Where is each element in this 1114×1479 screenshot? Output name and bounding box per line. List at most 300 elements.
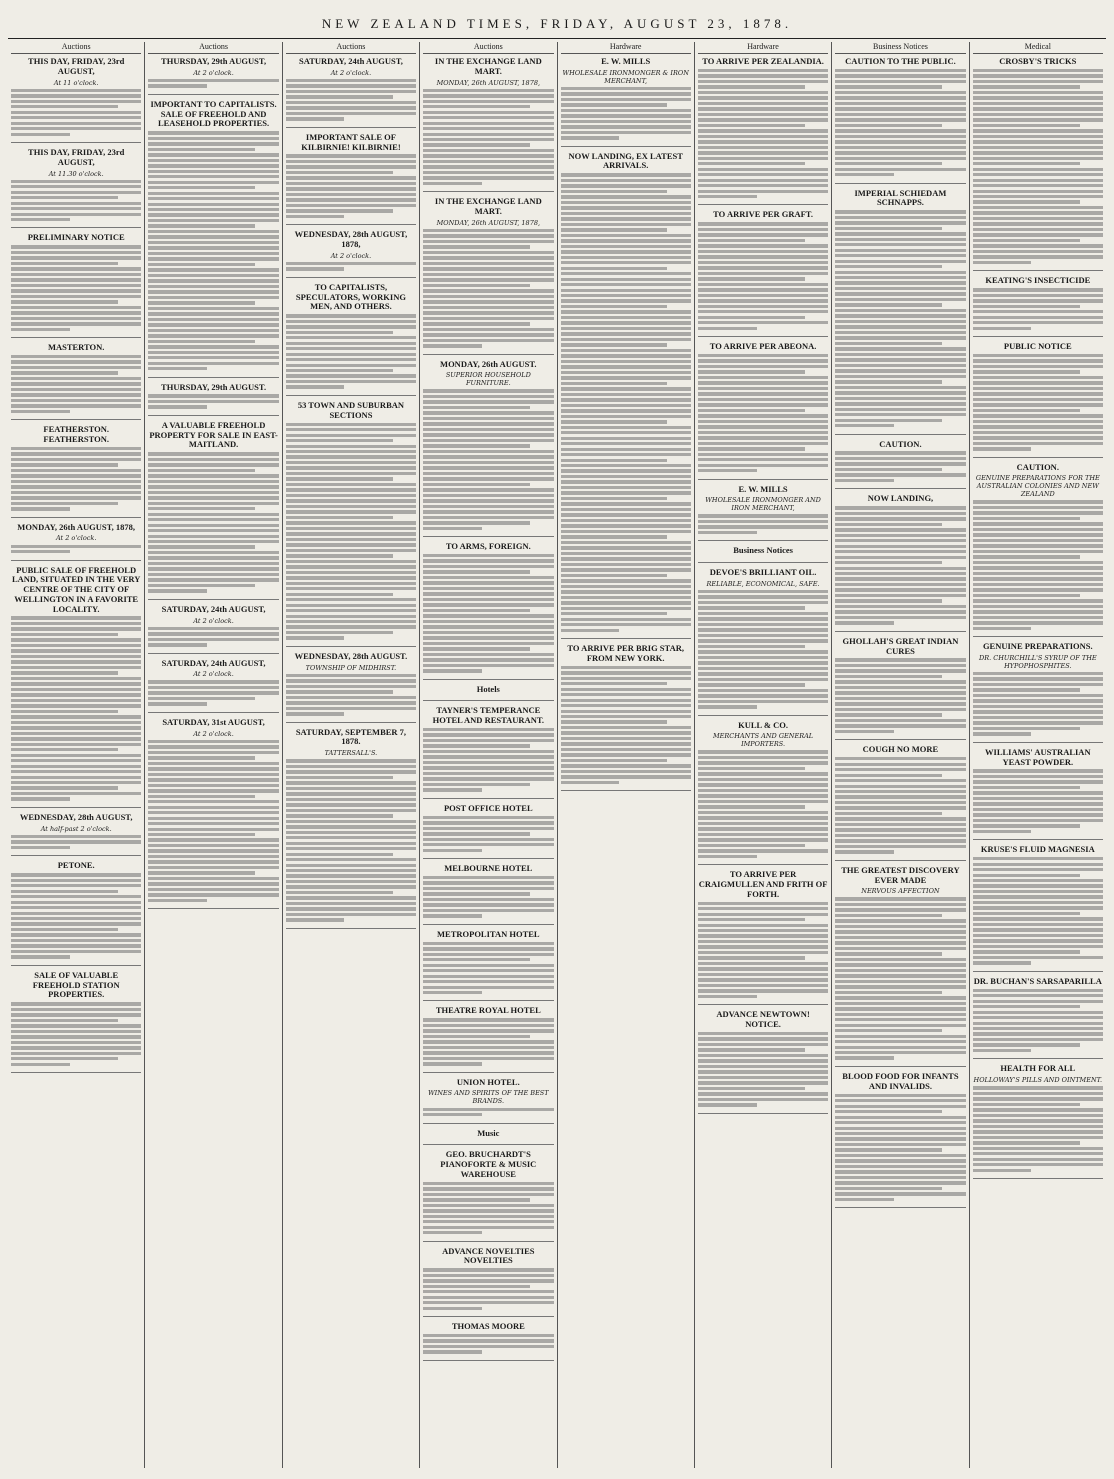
ad-title: WILLIAMS' AUSTRALIAN YEAST POWDER. bbox=[985, 746, 1091, 767]
column-4 bbox=[419, 42, 556, 1468]
body-text-line bbox=[561, 519, 691, 522]
body-text-line bbox=[561, 748, 691, 751]
body-text-line bbox=[835, 157, 965, 160]
body-text-line bbox=[561, 448, 691, 451]
body-text-line bbox=[835, 1187, 942, 1190]
body-text-line bbox=[835, 216, 965, 219]
body-text-line bbox=[286, 353, 416, 356]
body-text-line bbox=[698, 929, 828, 932]
body-text-line bbox=[698, 469, 757, 472]
body-text-line bbox=[11, 245, 141, 248]
body-text-line bbox=[286, 809, 416, 812]
body-text-line bbox=[698, 1070, 828, 1073]
body-text-line bbox=[561, 415, 691, 418]
ad-title: THURSDAY, 29th AUGUST, bbox=[161, 56, 267, 66]
body-text-line bbox=[973, 1125, 1103, 1128]
body-text-line bbox=[973, 255, 1103, 258]
body-text-line bbox=[11, 879, 141, 882]
body-text-line bbox=[423, 914, 482, 917]
body-text-line bbox=[11, 295, 141, 298]
advertisement bbox=[973, 342, 1103, 458]
body-text-line bbox=[423, 761, 553, 764]
body-text-line bbox=[973, 830, 1032, 833]
column-heading: Auctions bbox=[11, 42, 141, 54]
body-text-line bbox=[286, 342, 416, 345]
body-text-line bbox=[561, 426, 691, 429]
body-text-line bbox=[11, 693, 141, 696]
body-text-line bbox=[423, 1182, 553, 1185]
body-text-line bbox=[973, 1049, 1032, 1052]
body-text-line bbox=[11, 360, 141, 363]
body-text-line bbox=[286, 885, 416, 888]
body-text-line bbox=[148, 246, 278, 249]
body-text-line bbox=[973, 528, 1103, 531]
body-text-line bbox=[11, 616, 141, 619]
body-text-line bbox=[835, 616, 965, 619]
body-text-line bbox=[835, 118, 965, 121]
body-text-line bbox=[835, 991, 942, 994]
body-text-line bbox=[973, 928, 1103, 931]
body-text-line bbox=[423, 587, 553, 590]
body-text-line bbox=[423, 328, 553, 331]
advertisement bbox=[423, 57, 553, 192]
body-text-line bbox=[11, 792, 141, 795]
body-text-line bbox=[11, 1057, 118, 1060]
advertisement bbox=[11, 148, 141, 229]
body-text-line bbox=[561, 283, 691, 286]
body-text-line bbox=[835, 556, 965, 559]
ad-title: UNION HOTEL. bbox=[456, 1076, 520, 1087]
body-text-line bbox=[698, 327, 757, 330]
body-text-line bbox=[148, 213, 278, 216]
body-text-line bbox=[561, 420, 668, 423]
body-text-line bbox=[973, 310, 1103, 313]
body-text-line bbox=[835, 834, 965, 837]
body-text-line bbox=[148, 866, 278, 869]
body-text-line bbox=[148, 230, 278, 233]
body-text-line bbox=[973, 1119, 1103, 1122]
body-text-line bbox=[973, 211, 1103, 214]
body-text-line bbox=[973, 387, 1103, 390]
body-text-line bbox=[11, 890, 118, 893]
body-text-line bbox=[423, 750, 553, 753]
body-text-line bbox=[835, 908, 965, 911]
body-text-line bbox=[698, 442, 828, 445]
body-text-line bbox=[11, 393, 141, 396]
body-text-line bbox=[423, 1198, 530, 1201]
body-text-line bbox=[973, 813, 1103, 816]
body-text-line bbox=[973, 354, 1103, 357]
body-text-line bbox=[973, 381, 1103, 384]
body-text-line bbox=[973, 151, 1103, 154]
body-text-line bbox=[286, 864, 416, 867]
body-text-line bbox=[973, 961, 1032, 964]
body-text-line bbox=[973, 939, 1103, 942]
body-text-line bbox=[148, 340, 255, 343]
body-text-line bbox=[148, 394, 278, 397]
body-text-line bbox=[561, 585, 691, 588]
body-text-line bbox=[148, 290, 278, 293]
body-text-line bbox=[148, 882, 278, 885]
body-text-line bbox=[423, 240, 553, 243]
body-text-line bbox=[973, 683, 1103, 686]
ad-subtitle: DR. CHURCHILL'S SYRUP OF THE HYPOPHOSPHITES. bbox=[979, 653, 1097, 670]
body-text-line bbox=[11, 278, 141, 281]
body-text-line bbox=[698, 531, 757, 534]
body-text-line bbox=[11, 311, 141, 314]
body-text-line bbox=[423, 1231, 482, 1234]
body-text-line bbox=[148, 844, 278, 847]
body-text-line bbox=[11, 748, 118, 751]
body-text-line bbox=[561, 699, 691, 702]
body-text-line bbox=[698, 945, 828, 948]
body-text-line bbox=[698, 805, 805, 808]
body-text-line bbox=[835, 947, 965, 950]
body-text-line bbox=[835, 168, 965, 171]
body-text-line bbox=[698, 414, 828, 417]
body-text-line bbox=[423, 527, 482, 530]
body-text-line bbox=[835, 271, 965, 274]
body-text-line bbox=[835, 985, 965, 988]
body-text-line bbox=[148, 784, 278, 787]
advertisement bbox=[286, 230, 416, 278]
body-text-line bbox=[11, 895, 141, 898]
body-text-line bbox=[148, 400, 278, 403]
body-text-line bbox=[148, 702, 207, 705]
ad-subtitle: WINES AND SPIRITS OF THE BEST BRANDS. bbox=[428, 1089, 549, 1106]
body-text-line bbox=[286, 423, 416, 426]
body-text-line bbox=[286, 516, 393, 519]
body-text-line bbox=[423, 1209, 553, 1212]
body-text-line bbox=[561, 475, 691, 478]
body-text-line bbox=[973, 113, 1103, 116]
body-text-line bbox=[973, 539, 1103, 542]
body-text-line bbox=[698, 1048, 805, 1051]
body-text-line bbox=[561, 256, 691, 259]
body-text-line bbox=[698, 91, 828, 94]
body-text-line bbox=[423, 461, 553, 464]
body-text-line bbox=[973, 797, 1103, 800]
body-text-line bbox=[148, 691, 278, 694]
body-text-line bbox=[973, 316, 1103, 319]
ad-subtitle: TATTERSALL'S. bbox=[324, 749, 378, 758]
body-text-line bbox=[11, 666, 141, 669]
body-text-line bbox=[11, 765, 141, 768]
body-text-line bbox=[423, 300, 553, 303]
body-text-line bbox=[835, 839, 965, 842]
body-text-line bbox=[11, 185, 141, 188]
ad-title: KEATING'S INSECTICIDE bbox=[985, 275, 1091, 286]
body-text-line bbox=[835, 719, 965, 722]
body-text-line bbox=[973, 994, 1103, 997]
body-text-line bbox=[286, 499, 416, 502]
body-text-line bbox=[148, 680, 278, 683]
body-text-line bbox=[286, 847, 416, 850]
ad-subtitle: MERCHANTS AND GENERAL IMPORTERS. bbox=[713, 732, 814, 749]
body-text-line bbox=[698, 447, 805, 450]
body-text-line bbox=[835, 610, 965, 613]
body-text-line bbox=[698, 370, 805, 373]
body-text-line bbox=[973, 550, 1103, 553]
body-text-line bbox=[423, 400, 553, 403]
body-text-line bbox=[973, 250, 1103, 253]
advertisement bbox=[11, 566, 141, 808]
ad-title: CAUTION. bbox=[1016, 461, 1059, 472]
body-text-line bbox=[11, 371, 118, 374]
body-text-line bbox=[423, 598, 553, 601]
body-text-line bbox=[698, 74, 828, 77]
body-text-line bbox=[561, 98, 691, 101]
body-text-line bbox=[698, 354, 828, 357]
advertisement bbox=[423, 706, 553, 798]
body-text-line bbox=[835, 1046, 965, 1049]
body-text-line bbox=[835, 210, 965, 213]
body-text-line bbox=[423, 439, 553, 442]
body-text-line bbox=[973, 365, 1103, 368]
advertisement bbox=[423, 197, 553, 354]
body-text-line bbox=[286, 369, 393, 372]
body-text-line bbox=[973, 431, 1103, 434]
body-text-line bbox=[698, 250, 828, 253]
body-text-line bbox=[423, 1268, 553, 1271]
body-text-line bbox=[423, 733, 553, 736]
body-text-line bbox=[973, 1032, 1103, 1035]
body-text-line bbox=[286, 450, 416, 453]
body-text-line bbox=[561, 92, 691, 95]
body-text-line bbox=[423, 278, 553, 281]
advertisement bbox=[973, 977, 1103, 1060]
column-8 bbox=[969, 42, 1106, 1468]
body-text-line bbox=[148, 203, 278, 206]
body-text-line bbox=[11, 388, 141, 391]
body-text-line bbox=[835, 353, 965, 356]
body-text-line bbox=[11, 699, 141, 702]
body-text-line bbox=[11, 884, 141, 887]
ad-title: WEDNESDAY, 28th AUGUST. bbox=[294, 650, 408, 661]
body-text-line bbox=[973, 699, 1103, 702]
column-heading: Medical bbox=[973, 42, 1103, 54]
body-text-line bbox=[835, 287, 965, 290]
ad-subtitle: TOWNSHIP OF MIDHIRST. bbox=[305, 663, 397, 672]
body-text-line bbox=[11, 317, 141, 320]
advertisement bbox=[698, 485, 828, 542]
body-text-line bbox=[11, 1030, 141, 1033]
body-text-line bbox=[11, 410, 70, 413]
body-text-line bbox=[286, 582, 416, 585]
body-text-line bbox=[973, 594, 1080, 597]
body-text-line bbox=[973, 566, 1103, 569]
body-text-line bbox=[835, 919, 965, 922]
body-text-line bbox=[11, 485, 141, 488]
body-text-line bbox=[835, 545, 965, 548]
body-text-line bbox=[698, 1054, 828, 1057]
body-text-line bbox=[423, 1204, 553, 1207]
body-text-line bbox=[973, 206, 1103, 209]
body-text-line bbox=[561, 491, 691, 494]
body-text-line bbox=[973, 392, 1103, 395]
ad-title: GEO. BRUCHARDT'S PIANOFORTE & MUSIC WAREHOUSE bbox=[440, 1149, 537, 1179]
body-text-line bbox=[423, 262, 553, 265]
body-text-line bbox=[835, 801, 965, 804]
body-text-line bbox=[286, 712, 345, 715]
body-text-line bbox=[973, 414, 1103, 417]
body-text-line bbox=[561, 294, 691, 297]
body-text-line bbox=[835, 1143, 965, 1146]
ad-title: BLOOD FOOD FOR INFANTS AND INVALIDS. bbox=[842, 1070, 959, 1091]
body-text-line bbox=[698, 907, 828, 910]
body-text-line bbox=[148, 838, 278, 841]
body-text-line bbox=[423, 505, 553, 508]
body-text-line bbox=[698, 140, 828, 143]
ad-title: COUGH NO MORE bbox=[862, 744, 939, 755]
body-text-line bbox=[973, 605, 1103, 608]
body-text-line bbox=[286, 527, 416, 530]
advertisement bbox=[423, 685, 553, 702]
body-text-line bbox=[835, 1159, 965, 1162]
body-text-line bbox=[286, 902, 416, 905]
body-text-line bbox=[423, 964, 553, 967]
ad-title: PUBLIC NOTICE bbox=[1003, 341, 1072, 352]
body-text-line bbox=[835, 605, 965, 608]
body-text-line bbox=[286, 625, 416, 628]
body-text-line bbox=[835, 599, 942, 602]
advertisement bbox=[835, 637, 965, 740]
body-text-line bbox=[973, 710, 1103, 713]
body-text-line bbox=[286, 554, 393, 557]
body-text-line bbox=[11, 133, 70, 136]
ad-subtitle: NERVOUS AFFECTION bbox=[861, 887, 940, 896]
body-text-line bbox=[561, 239, 691, 242]
body-text-line bbox=[148, 740, 278, 743]
body-text-line bbox=[561, 688, 691, 691]
body-text-line bbox=[698, 184, 828, 187]
body-text-line bbox=[698, 277, 805, 280]
body-text-line bbox=[11, 251, 141, 254]
body-text-line bbox=[423, 521, 530, 524]
body-text-line bbox=[835, 588, 965, 591]
body-text-line bbox=[148, 301, 255, 304]
body-text-line bbox=[835, 1002, 965, 1005]
body-text-line bbox=[423, 953, 553, 956]
body-text-line bbox=[973, 146, 1103, 149]
body-text-line bbox=[698, 989, 828, 992]
body-text-line bbox=[561, 742, 691, 745]
advertisement bbox=[835, 440, 965, 490]
body-text-line bbox=[835, 1110, 942, 1113]
advertisement bbox=[148, 100, 278, 378]
ad-subtitle: At 11 o'clock. bbox=[53, 78, 99, 87]
body-text-line bbox=[973, 80, 1103, 83]
body-text-line bbox=[835, 102, 965, 105]
body-text-line bbox=[11, 491, 141, 494]
body-text-line bbox=[286, 831, 416, 834]
body-text-line bbox=[973, 1038, 1103, 1041]
ad-title: IN THE EXCHANGE LAND MART. bbox=[434, 196, 542, 217]
body-text-line bbox=[11, 180, 141, 183]
body-text-line bbox=[561, 682, 668, 685]
body-text-line bbox=[973, 1158, 1103, 1161]
body-text-line bbox=[423, 1035, 530, 1038]
body-text-line bbox=[835, 129, 965, 132]
body-text-line bbox=[11, 1035, 141, 1038]
body-text-line bbox=[11, 622, 141, 625]
body-text-line bbox=[835, 391, 965, 394]
body-text-line bbox=[561, 299, 691, 302]
ad-title: THEATRE ROYAL HOTEL bbox=[435, 1005, 541, 1016]
body-text-line bbox=[973, 69, 1103, 72]
body-text-line bbox=[835, 561, 942, 564]
body-text-line bbox=[835, 806, 965, 809]
body-text-line bbox=[973, 228, 1103, 231]
body-text-line bbox=[148, 745, 278, 748]
body-text-line bbox=[698, 365, 828, 368]
ad-title: KRUSE'S FLUID MAGNESIA bbox=[980, 844, 1095, 855]
body-text-line bbox=[11, 474, 141, 477]
body-text-line bbox=[835, 309, 965, 312]
body-text-line bbox=[148, 268, 278, 271]
body-text-line bbox=[148, 491, 278, 494]
advertisement bbox=[11, 813, 141, 856]
body-text-line bbox=[423, 494, 553, 497]
body-text-line bbox=[698, 661, 828, 664]
body-text-line bbox=[148, 463, 278, 466]
body-text-line bbox=[11, 715, 141, 718]
body-text-line bbox=[561, 272, 691, 275]
ad-title: POST OFFICE HOTEL bbox=[443, 802, 533, 813]
body-text-line bbox=[148, 789, 278, 792]
ad-subtitle: At 2 o'clock. bbox=[330, 68, 372, 77]
body-text-line bbox=[423, 636, 553, 639]
body-text-line bbox=[835, 680, 965, 683]
body-text-line bbox=[698, 995, 757, 998]
body-text-line bbox=[561, 321, 691, 324]
body-text-line bbox=[11, 355, 141, 358]
body-text-line bbox=[835, 1018, 965, 1021]
body-text-line bbox=[835, 724, 965, 727]
body-text-line bbox=[561, 217, 691, 220]
body-text-line bbox=[11, 644, 141, 647]
column-heading: Auctions bbox=[423, 42, 553, 54]
body-text-line bbox=[148, 307, 278, 310]
body-text-line bbox=[835, 1121, 965, 1124]
body-text-line bbox=[11, 649, 141, 652]
ad-title: IMPERIAL SCHIEDAM SCHNAPPS. bbox=[854, 187, 947, 208]
body-text-line bbox=[835, 779, 965, 782]
body-text-line bbox=[698, 667, 828, 670]
body-text-line bbox=[423, 516, 553, 519]
body-text-line bbox=[835, 517, 965, 520]
body-text-line bbox=[148, 540, 278, 543]
column-7 bbox=[831, 42, 968, 1468]
body-text-line bbox=[561, 513, 691, 516]
body-text-line bbox=[148, 524, 278, 527]
body-text-line bbox=[148, 318, 278, 321]
body-text-line bbox=[698, 628, 828, 631]
body-text-line bbox=[11, 786, 118, 789]
body-text-line bbox=[286, 90, 416, 93]
body-text-line bbox=[835, 768, 965, 771]
ad-subtitle: GENUINE PREPARATIONS FOR THE AUSTRALIAN COLONIES AND NEW ZEALAND bbox=[975, 474, 1100, 499]
ad-title: TO ARRIVE PER ZEALANDIA. bbox=[702, 56, 824, 66]
body-text-line bbox=[698, 689, 828, 692]
body-text-line bbox=[698, 520, 828, 523]
body-text-line bbox=[561, 579, 691, 582]
body-text-line bbox=[698, 789, 828, 792]
body-text-line bbox=[561, 737, 691, 740]
body-text-line bbox=[698, 978, 828, 981]
body-text-line bbox=[973, 1000, 1103, 1003]
body-text-line bbox=[973, 261, 1032, 264]
